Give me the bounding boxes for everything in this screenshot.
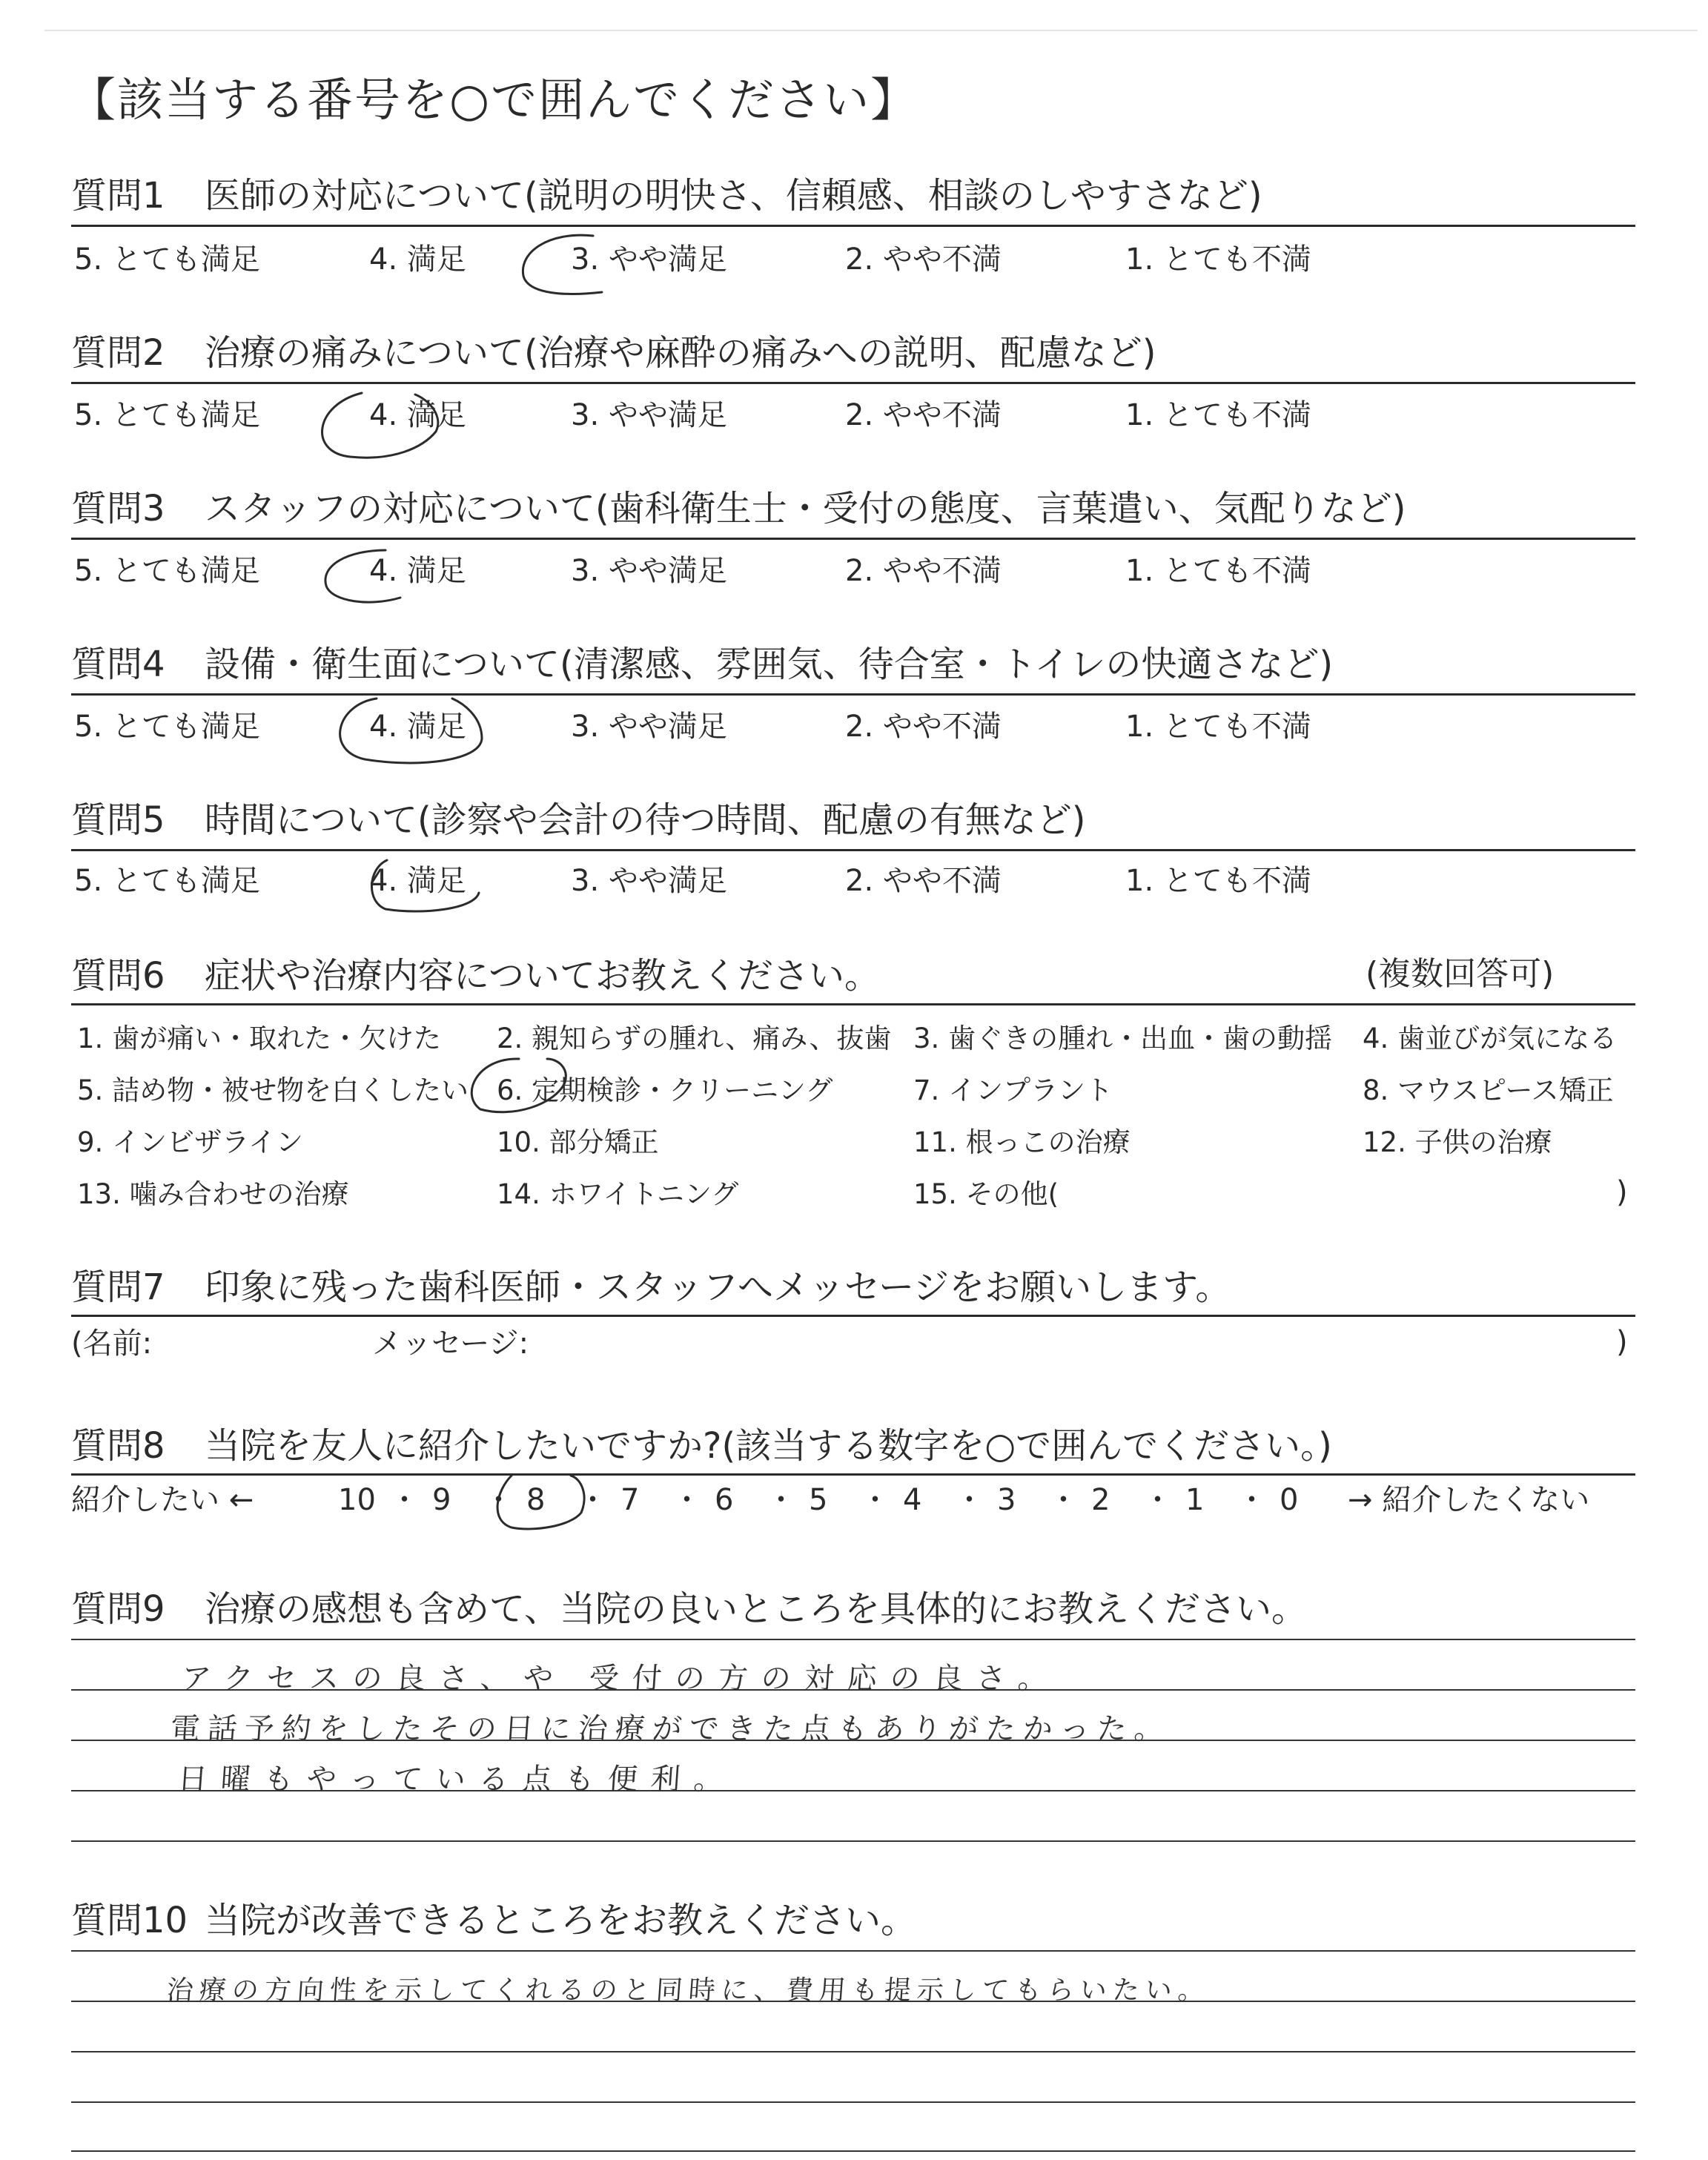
question-1-rule <box>71 225 1635 227</box>
question-9 <box>71 1588 1308 1630</box>
question-5 <box>71 799 1086 841</box>
question-7-rule <box>71 1315 1635 1317</box>
scale-separator: ・ <box>1237 1483 1267 1517</box>
scale-separator: ・ <box>577 1483 608 1517</box>
question-number: 質問3 <box>71 488 165 529</box>
scale-separator: ・ <box>483 1483 514 1517</box>
question-number: 質問8 <box>71 1425 165 1467</box>
q3-option-2[interactable]: 2. やや不満 <box>845 554 1002 588</box>
scale-separator: ・ <box>672 1483 702 1517</box>
scale-value-10[interactable]: 10 <box>338 1483 376 1517</box>
scale-value-0[interactable]: 0 <box>1280 1483 1299 1517</box>
q6-option-11[interactable]: 11. 根っこの治療 <box>913 1126 1131 1158</box>
scale-value-8[interactable]: 8 <box>526 1483 546 1517</box>
q7-close-paren: ) <box>1616 1325 1628 1359</box>
q10-answer-line <box>71 2101 1635 2103</box>
recommend-right-label: → 紹介したくない <box>1348 1483 1590 1517</box>
q5-option-3[interactable]: 3. やや満足 <box>571 864 727 898</box>
scale-value-7[interactable]: 7 <box>620 1483 640 1517</box>
q5-option-2[interactable]: 2. やや不満 <box>845 864 1002 898</box>
q2-option-3[interactable]: 3. やや満足 <box>571 398 727 432</box>
q6-option-14[interactable]: 14. ホワイトニング <box>497 1178 739 1210</box>
q5-option-5[interactable]: 5. とても満足 <box>74 864 260 898</box>
recommend-left-label: 紹介したい ← <box>71 1483 254 1517</box>
q10-answer-line <box>71 2051 1635 2052</box>
q4-option-5[interactable]: 5. とても満足 <box>74 710 260 744</box>
q10-answer-line <box>71 2150 1635 2152</box>
scale-separator: ・ <box>1142 1483 1173 1517</box>
q2-option-4[interactable]: 4. 満足 <box>369 398 466 432</box>
q1-option-5[interactable]: 5. とても満足 <box>74 242 260 277</box>
question-2 <box>71 332 1156 374</box>
question-number: 質問7 <box>71 1266 165 1308</box>
q1-option-1[interactable]: 1. とても不満 <box>1125 242 1311 277</box>
q2-option-5[interactable]: 5. とても満足 <box>74 398 260 432</box>
scale-value-9[interactable]: 9 <box>432 1483 451 1517</box>
question-6 <box>71 955 881 997</box>
name-label: (名前: <box>71 1327 153 1361</box>
q9-handwritten-answer-1: アクセスの良さ、や 受付の方の対応の良さ。 <box>180 1662 1062 1696</box>
q6-option-10[interactable]: 10. 部分矯正 <box>497 1126 659 1158</box>
scale-separator: ・ <box>389 1483 420 1517</box>
question-text: 当院が改善できるところをお教えください。 <box>205 1900 917 1941</box>
question-text: 症状や治療内容についてお教えください。 <box>205 955 881 997</box>
question-5-rule <box>71 849 1635 851</box>
question-text: 治療の感想も含めて、当院の良いところを具体的にお教えください。 <box>205 1588 1308 1630</box>
q9-handwritten-answer-2: 電話予約をしたその日に治療ができた点もありがたかった。 <box>169 1712 1173 1746</box>
question-8-rule <box>71 1473 1635 1476</box>
q6-other-close-paren: ) <box>1616 1175 1628 1209</box>
multiple-answers-note: (複数回答可) <box>1366 955 1555 993</box>
question-4-rule <box>71 693 1635 696</box>
q2-option-1[interactable]: 1. とても不満 <box>1125 398 1311 432</box>
q6-option-9[interactable]: 9. インビザライン <box>77 1126 303 1158</box>
page-title: 【該当する番号を○で囲んでください】 <box>70 73 918 127</box>
question-text: スタッフの対応について(歯科衛生士・受付の態度、言葉遣い、気配りなど) <box>205 488 1406 529</box>
q2-option-2[interactable]: 2. やや不満 <box>845 398 1002 432</box>
q9-handwritten-answer-3: 日曜もやっている点も便利。 <box>176 1763 738 1797</box>
question-text: 設備・衛生面について(清潔感、雰囲気、待合室・トイレの快適さなど) <box>205 644 1334 685</box>
q1-option-2[interactable]: 2. やや不満 <box>845 242 1002 277</box>
q6-option-12[interactable]: 12. 子供の治療 <box>1363 1126 1552 1158</box>
scale-value-4[interactable]: 4 <box>903 1483 922 1517</box>
q4-option-4[interactable]: 4. 満足 <box>369 710 466 744</box>
q10-answer-line <box>71 1950 1635 1952</box>
scale-value-2[interactable]: 2 <box>1091 1483 1110 1517</box>
q3-option-3[interactable]: 3. やや満足 <box>571 554 727 588</box>
q1-option-4[interactable]: 4. 満足 <box>369 242 466 277</box>
q6-option-3[interactable]: 3. 歯ぐきの腫れ・出血・歯の動揺 <box>913 1023 1333 1054</box>
scale-separator: ・ <box>1048 1483 1079 1517</box>
question-text: 治療の痛みについて(治療や麻酔の痛みへの説明、配慮など) <box>205 332 1156 374</box>
scale-separator: ・ <box>860 1483 890 1517</box>
question-number: 質問10 <box>71 1900 188 1941</box>
question-3 <box>71 488 1406 529</box>
q6-option-8[interactable]: 8. マウスピース矯正 <box>1363 1074 1614 1106</box>
question-3-rule <box>71 538 1635 540</box>
top-edge-line <box>44 30 1698 31</box>
question-text: 印象に残った歯科医師・スタッフへメッセージをお願いします。 <box>205 1266 1231 1308</box>
q9-answer-line <box>71 1840 1635 1842</box>
question-8 <box>71 1425 1332 1467</box>
question-number: 質問4 <box>71 644 165 685</box>
q6-option-2[interactable]: 2. 親知らずの腫れ、痛み、抜歯 <box>497 1023 892 1054</box>
q6-option-6[interactable]: 6. 定期検診・クリーニング <box>497 1074 833 1106</box>
question-4 <box>71 644 1334 685</box>
q5-option-1[interactable]: 1. とても不満 <box>1125 864 1311 898</box>
q3-option-4[interactable]: 4. 満足 <box>369 554 466 588</box>
q4-option-3[interactable]: 3. やや満足 <box>571 710 727 744</box>
question-2-rule <box>71 382 1635 384</box>
message-label: メッセージ: <box>372 1327 529 1361</box>
q6-option-13[interactable]: 13. 噛み合わせの治療 <box>77 1178 349 1210</box>
question-number: 質問9 <box>71 1588 165 1630</box>
question-number: 質問2 <box>71 332 165 374</box>
q3-option-1[interactable]: 1. とても不満 <box>1125 554 1311 588</box>
scale-value-5[interactable]: 5 <box>809 1483 828 1517</box>
q6-option-7[interactable]: 7. インプラント <box>913 1074 1113 1106</box>
q6-option-5[interactable]: 5. 詰め物・被せ物を白くしたい <box>77 1074 469 1106</box>
question-number: 質問5 <box>71 799 165 841</box>
q4-option-2[interactable]: 2. やや不満 <box>845 710 1002 744</box>
q6-option-15[interactable]: 15. その他( <box>913 1178 1059 1210</box>
scale-separator: ・ <box>954 1483 984 1517</box>
q4-option-1[interactable]: 1. とても不満 <box>1125 710 1311 744</box>
question-number: 質問1 <box>71 175 165 217</box>
q3-option-5[interactable]: 5. とても満足 <box>74 554 260 588</box>
q5-option-4[interactable]: 4. 満足 <box>369 864 466 898</box>
q9-answer-line <box>71 1639 1635 1640</box>
question-1 <box>71 175 1262 217</box>
question-6-rule <box>71 1003 1635 1005</box>
question-10 <box>71 1900 917 1941</box>
question-text: 当院を友人に紹介したいですか?(該当する数字を○で囲んでください。) <box>205 1425 1332 1467</box>
question-number: 質問6 <box>71 955 165 997</box>
q1-option-3[interactable]: 3. やや満足 <box>571 242 727 277</box>
scale-value-3[interactable]: 3 <box>997 1483 1016 1517</box>
q6-option-1[interactable]: 1. 歯が痛い・取れた・欠けた <box>77 1023 442 1054</box>
scale-value-6[interactable]: 6 <box>715 1483 734 1517</box>
q10-handwritten-answer-1: 治療の方向性を示してくれるのと同時に、費用も提示してもらいたい。 <box>165 1975 1212 2006</box>
question-text: 医師の対応について(説明の明快さ、信頼感、相談のしやすさなど) <box>205 175 1262 217</box>
question-text: 時間について(診察や会計の待つ時間、配慮の有無など) <box>205 799 1086 841</box>
scale-separator: ・ <box>766 1483 796 1517</box>
scale-value-1[interactable]: 1 <box>1185 1483 1205 1517</box>
question-7 <box>71 1266 1231 1308</box>
q6-option-4[interactable]: 4. 歯並びが気になる <box>1363 1023 1618 1054</box>
